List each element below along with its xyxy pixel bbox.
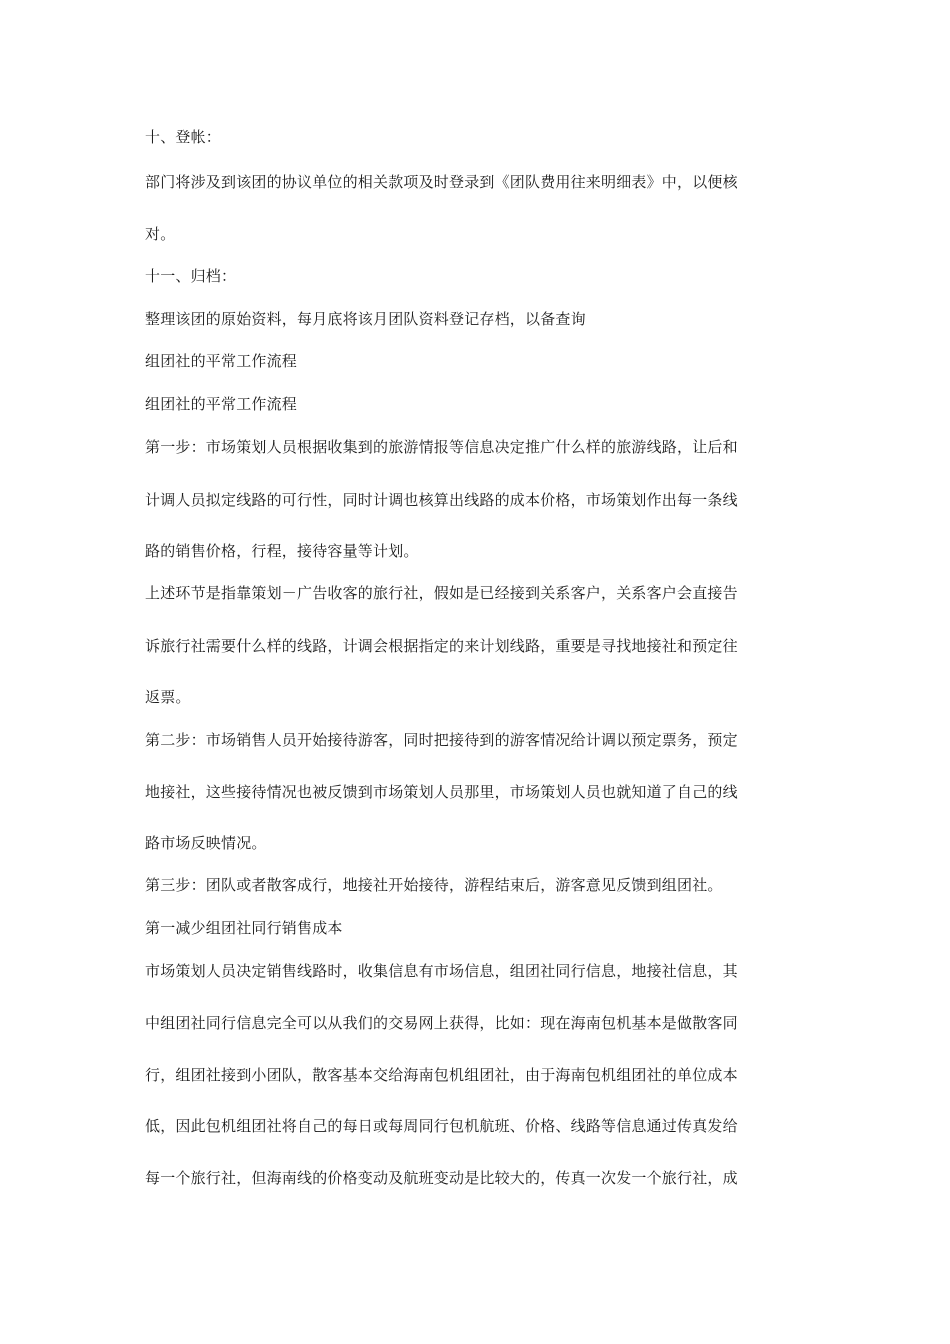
- text-line: 第一步：市场策划人员根据收集到的旅游情报等信息决定推广什么样的旅游线路，让后和: [145, 438, 738, 456]
- text-line: 第二步：市场销售人员开始接待游客，同时把接待到的游客情况给计调以预定票务，预定: [145, 731, 738, 749]
- text-line: 低，因此包机组团社将自己的每日或每周同行包机航班、价格、线路等信息通过传真发给: [145, 1117, 738, 1135]
- text-line: 返票。: [145, 688, 191, 706]
- text-line: 诉旅行社需要什么样的线路，计调会根据指定的来计划线路，重要是寻找地接社和预定往: [145, 637, 738, 655]
- text-line: 路的销售价格，行程，接待容量等计划。: [145, 542, 419, 560]
- text-line: 第三步：团队或者散客成行，地接社开始接待，游程结束后，游客意见反馈到组团社。: [145, 876, 723, 894]
- text-line: 地接社，这些接待情况也被反馈到市场策划人员那里，市场策划人员也就知道了自己的线: [145, 783, 738, 801]
- text-line: 每一个旅行社，但海南线的价格变动及航班变动是比较大的，传真一次发一个旅行社，成: [145, 1169, 738, 1187]
- text-line: 对。: [145, 225, 176, 243]
- text-line: 十一、归档：: [145, 267, 237, 285]
- text-line: 部门将涉及到该团的协议单位的相关款项及时登录到《团队费用往来明细表》中，以便核: [145, 173, 738, 191]
- text-line: 计调人员拟定线路的可行性，同时计调也核算出线路的成本价格，市场策划作出每一条线: [145, 491, 738, 509]
- text-line: 行，组团社接到小团队，散客基本交给海南包机组团社，由于海南包机组团社的单位成本: [145, 1066, 738, 1084]
- text-line: 中组团社同行信息完全可以从我们的交易网上获得，比如：现在海南包机基本是做散客同: [145, 1014, 738, 1032]
- text-line: 组团社的平常工作流程: [145, 395, 298, 413]
- text-line: 第一减少组团社同行销售成本: [145, 919, 343, 937]
- text-line: 市场策划人员决定销售线路时，收集信息有市场信息，组团社同行信息，地接社信息，其: [145, 962, 738, 980]
- text-line: 路市场反映情况。: [145, 834, 267, 852]
- text-line: 上述环节是指靠策划－广告收客的旅行社，假如是已经接到关系客户，关系客户会直接告: [145, 584, 738, 602]
- text-line: 整理该团的原始资料，每月底将该月团队资料登记存档，以备查询: [145, 310, 586, 328]
- text-line: 十、登帐：: [145, 128, 222, 146]
- text-line: 组团社的平常工作流程: [145, 352, 298, 370]
